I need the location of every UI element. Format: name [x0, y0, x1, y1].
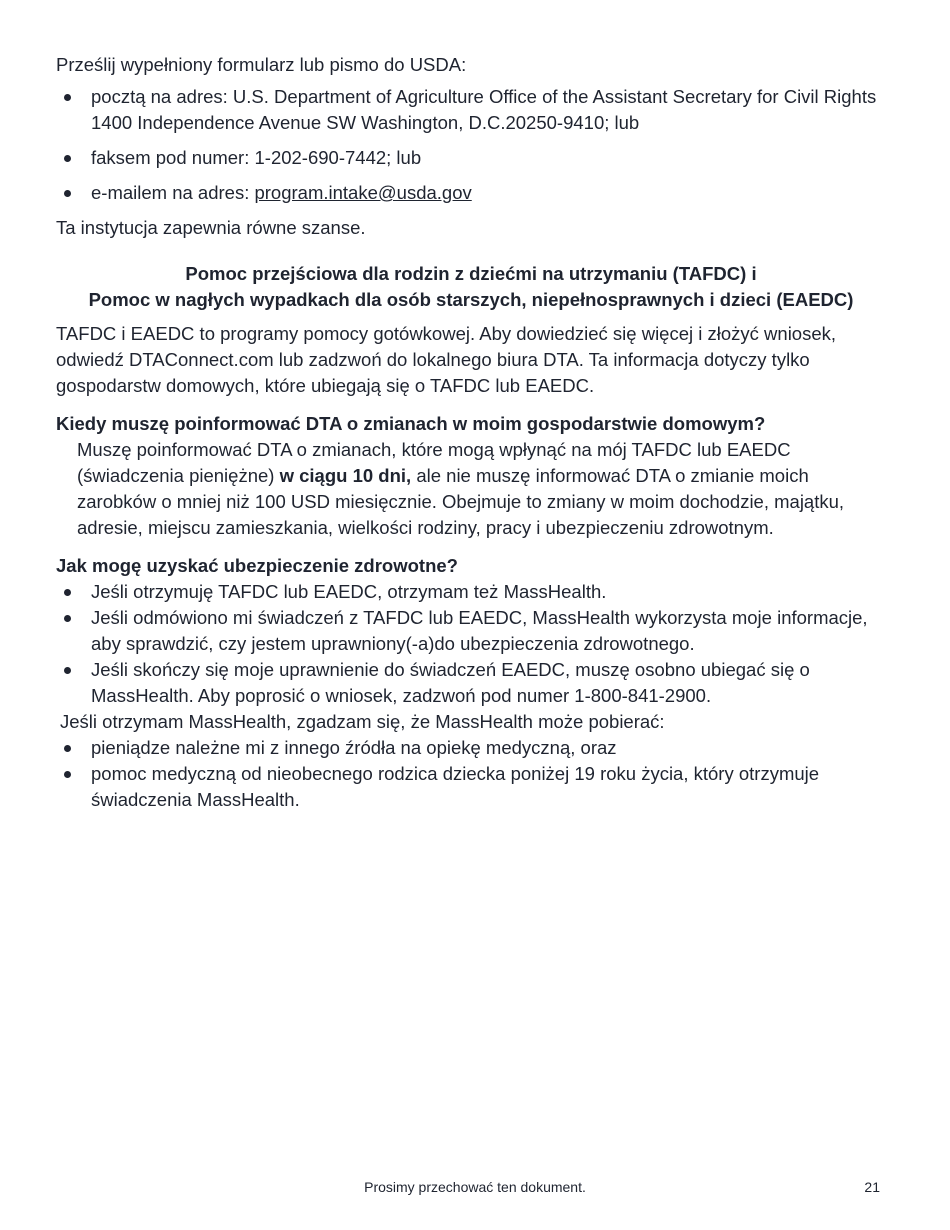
- list-item: Jeśli otrzymuję TAFDC lub EAEDC, otrzymam też MassHealth.: [56, 579, 886, 605]
- health-insurance-question: Jak mogę uzyskać ubezpieczenie zdrowotne?: [56, 555, 458, 576]
- programs-paragraph: TAFDC i EAEDC to programy pomocy gotówkowej. Aby dowiedzieć się więcej i złożyć wniosek, odwiedź DTAConnect.com lub zadzwoń do lokalnego biura DTA. Ta informacja dotyczy tylko gospodarstw domowych, które ubiegają się o TAFDC lub EAEDC.: [56, 323, 837, 396]
- list-item: Jeśli odmówiono mi świadczeń z TAFDC lub EAEDC, MassHealth wykorzysta moje informacje, aby sprawdzić, czy jestem uprawniony(-a)do ubezpieczenia zdrowotnego.: [56, 605, 886, 657]
- list-item: Jeśli skończy się moje uprawnienie do świadczeń EAEDC, muszę osobno ubiegać się o MassHealth. Aby poprosić o wniosek, zadzwoń pod numer 1-800-841-2900.: [56, 657, 886, 709]
- contact-email: [56, 180, 886, 206]
- section-heading: [56, 261, 886, 313]
- list-item: pomoc medyczną od nieobecnego rodzica dziecka poniżej 19 roku życia, który otrzymuje świadczenia MassHealth.: [56, 761, 886, 813]
- changes-answer-deadline: w ciągu 10 dni,: [279, 465, 412, 486]
- usda-intro: Prześlij wypełniony formularz lub pismo do USDA:: [56, 54, 467, 75]
- changes-answer: [56, 437, 886, 541]
- usda-contact-list: [56, 84, 886, 206]
- contact-mail: [56, 84, 886, 136]
- changes-answer-part-1: Muszę poinformować DTA o zmianach, które mogą wpłynąć na mój TAFDC lub EAEDC (świadczenia pieniężne): [77, 439, 791, 486]
- document-page: [56, 52, 886, 813]
- contact-mail-text: pocztą na adres: U.S. Department of Agriculture Office of the Assistant Secretary for Civil Rights 1400 Independence Avenue SW Washington, D.C.20250-9410; lub: [91, 86, 877, 133]
- list-item: pieniądze należne mi z innego źródła na opiekę medyczną, oraz: [56, 735, 886, 761]
- health-insurance-list: [56, 579, 886, 709]
- contact-fax: [56, 145, 886, 171]
- changes-question: Kiedy muszę poinformować DTA o zmianach w moim gospodarstwie domowym?: [56, 413, 766, 434]
- masshealth-claims-intro: Jeśli otrzymam MassHealth, zgadzam się, że MassHealth może pobierać:: [60, 711, 665, 732]
- equal-opportunity-statement: Ta instytucja zapewnia równe szanse.: [56, 217, 366, 238]
- section-heading-line-1: Pomoc przejściowa dla rodzin z dziećmi na utrzymaniu (TAFDC) i: [185, 263, 757, 284]
- contact-email-prefix: e-mailem na adres:: [91, 182, 255, 203]
- masshealth-claims-list: [56, 735, 886, 813]
- section-heading-line-2: Pomoc w nagłych wypadkach dla osób starszych, niepełnosprawnych i dzieci (EAEDC): [88, 289, 854, 310]
- contact-fax-text: faksem pod numer: 1-202-690-7442; lub: [91, 147, 422, 168]
- footer-note: Prosimy przechować ten dokument.: [364, 1179, 586, 1195]
- email-link[interactable]: program.intake@usda.gov: [254, 182, 472, 203]
- page-number: 21: [864, 1179, 880, 1195]
- changes-answer-part-2: ale nie muszę informować DTA o zmianie moich zarobków o mniej niż 100 USD miesięcznie. Obejmuje to zmiany w moim dochodzie, majątku, adresie, miejscu zamieszkania, wielkości rodziny, pracy i ubezpieczeniu zdrowotnym.: [77, 465, 845, 538]
